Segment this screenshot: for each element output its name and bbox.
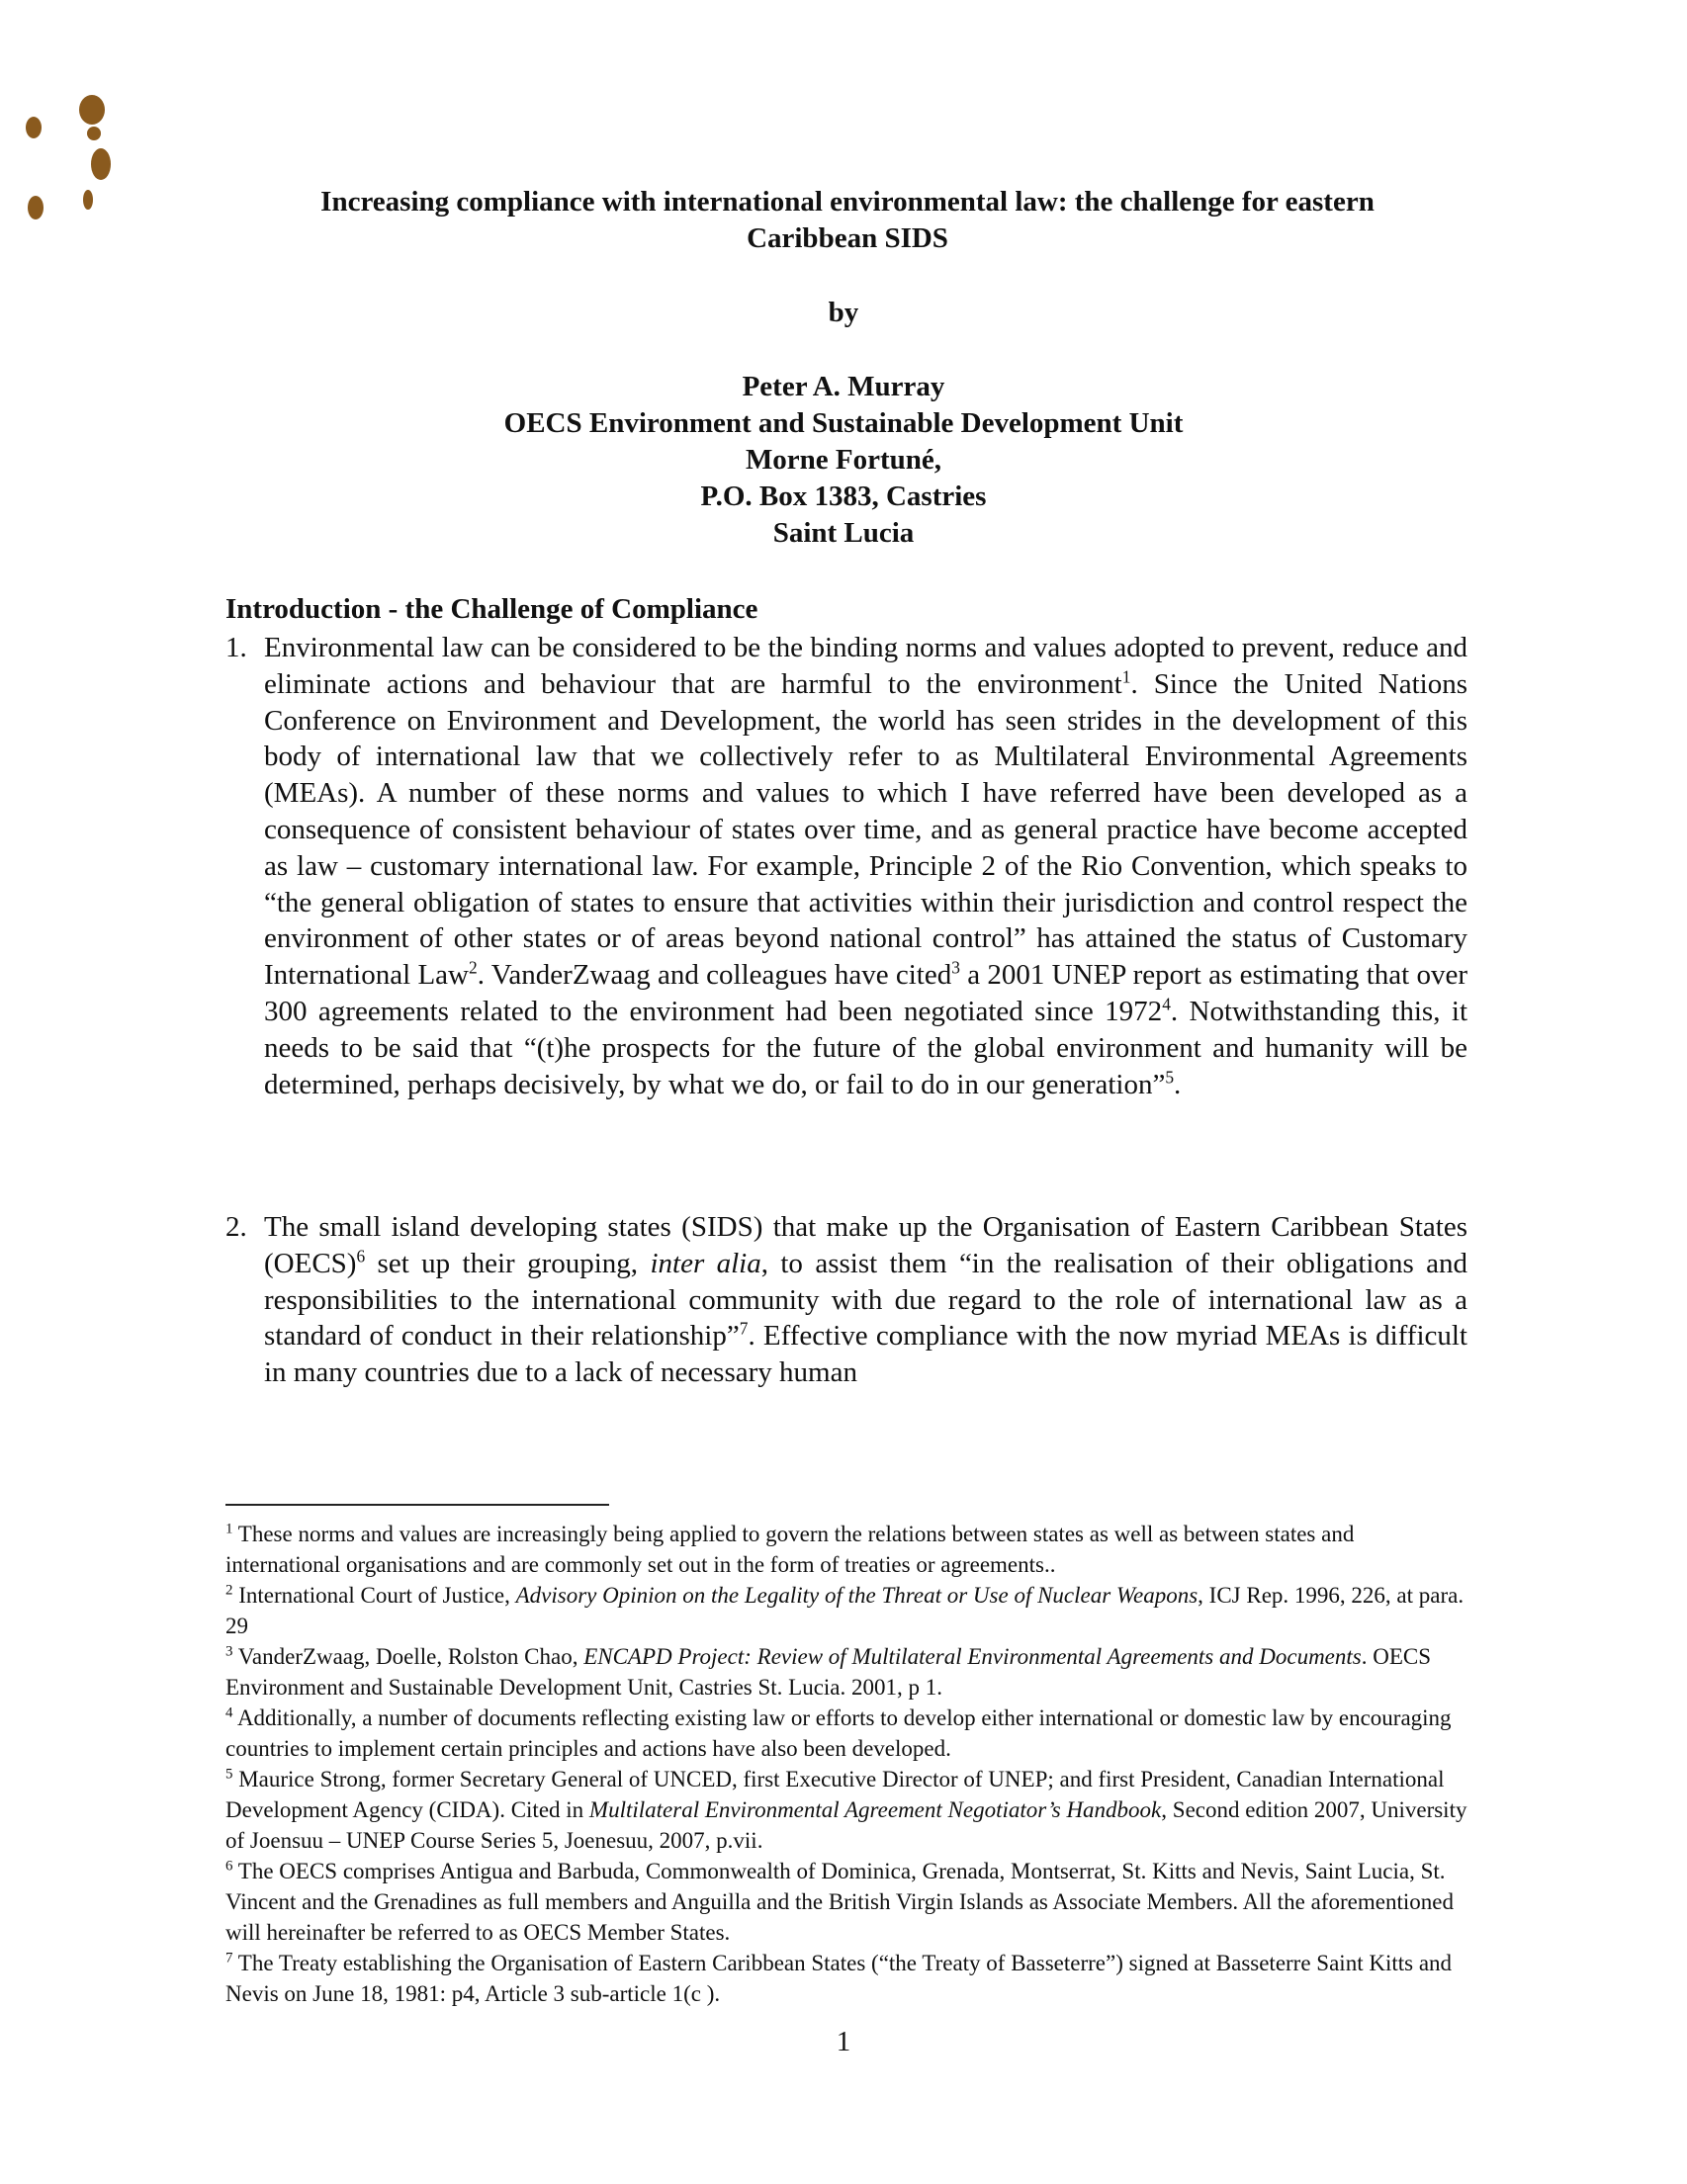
text-run: These norms and values are increasingly being applied to govern the relations between states as well as between states and international organisations and are commonly set out in the form of treaties or agreements.. — [225, 1522, 1355, 1577]
footnote — [225, 1641, 1467, 1703]
text-run: . Since the United Nations Conference on Environment and Development, the world has seen strides in the development of this body of international law that we collectively refer to as Multilateral Environmental Agreements (MEAs). A number of these norms and values to which I have referred have been developed as a consequence of consistent behaviour of states over time, and as general practice have become accepted as law – customary international law. For example, Principle 2 of the Rio Convention, which speaks to “the general obligation of states to ensure that activities within their jurisdiction and control respect the environment of other states or of areas beyond national control” has attained the status of Customary International Law — [264, 667, 1467, 992]
footnote-reference: 5 — [1165, 1066, 1175, 1087]
footnote-text — [225, 1767, 1466, 1853]
paragraph-1 — [225, 630, 1467, 1102]
footnote — [225, 1948, 1467, 2009]
ink-stain — [26, 117, 42, 138]
affiliation-line: OECS Environment and Sustainable Development Unit — [503, 407, 1184, 439]
author-name: Peter A. Murray — [742, 371, 945, 402]
footnote-reference: 6 — [356, 1246, 366, 1267]
footnote-reference: 7 — [739, 1318, 749, 1339]
footnote-text — [225, 1522, 1354, 1577]
italic-text: inter alia — [650, 1247, 761, 1279]
footnote-reference: 4 — [1162, 994, 1171, 1014]
footnote-number: 2 — [225, 1582, 233, 1599]
text-run: a 2001 UNEP report as estimating that over 300 agreements related to the environment had been negotiated since 1972 — [264, 959, 1468, 1027]
footnote-text — [225, 1705, 1452, 1761]
footnotes — [225, 1519, 1467, 2009]
footnote — [225, 1856, 1467, 1948]
footnote-number: 5 — [225, 1766, 233, 1783]
footnote-number: 1 — [225, 1521, 233, 1537]
text-run: Environmental law can be considered to be the binding norms and values adopted to prevent, reduce and eliminate actions and behaviour that are harmful to the environment — [264, 632, 1467, 700]
text-run: Maurice Strong, former Secretary General of UNCED, first Executive Director of UNEP; and first President, Canadian International Development Agency (CIDA). Cited in — [225, 1767, 1445, 1822]
text-run: , ICJ Rep. 1996, 226, at para. 29 — [225, 1583, 1465, 1638]
footnote-reference: 3 — [951, 957, 960, 978]
title-line-2: Caribbean SIDS — [747, 222, 948, 254]
ink-stain — [87, 127, 101, 140]
text-run: . Notwithstanding this, it needs to be said that “(t)he prospects for the future of the global environment and humanity will be determined, perhaps decisively, by what we do, or fail to do in our generation” — [264, 995, 1467, 1100]
text-run: . OECS Environment and Sustainable Development Unit, Castries St. Lucia. 2001, p 1. — [225, 1644, 1432, 1700]
text-run: International Court of Justice, — [232, 1583, 516, 1608]
affiliation-line: Morne Fortuné, — [745, 444, 942, 476]
footnote-reference: 2 — [468, 957, 478, 978]
text-run: , Second edition 2007, University of Joensuu – UNEP Course Series 5, Joenesuu, 2007, p.vii. — [225, 1797, 1467, 1853]
text-run: . — [1174, 1068, 1182, 1100]
text-run: set up their grouping, — [365, 1247, 651, 1279]
author-block — [0, 369, 1687, 552]
footnote-text — [225, 1859, 1454, 1945]
footnote-separator — [225, 1504, 609, 1506]
page-number: 1 — [836, 2026, 851, 2057]
paragraph-number: 2. — [225, 1211, 247, 1243]
italic-text: Advisory Opinion on the Legality of the Threat or Use of Nuclear Weapons — [515, 1583, 1199, 1608]
footnote-text — [225, 1583, 1464, 1638]
affiliation-line: Saint Lucia — [772, 517, 915, 549]
footnote — [225, 1764, 1467, 1856]
by-line: by — [828, 297, 859, 328]
affiliation-line: P.O. Box 1383, Castries — [700, 480, 987, 512]
text-run: The OECS comprises Antigua and Barbuda, Commonwealth of Dominica, Grenada, Montserrat, St. Kitts and Nevis, Saint Lucia, St. Vincent and the Grenadines as full members and Anguilla and the British Virgin Islands as Associate Members. All the aforementioned will hereinafter be referred to as OECS Member States. — [225, 1859, 1454, 1945]
paragraph-number: 1. — [225, 632, 247, 663]
footnote-number: 6 — [225, 1858, 233, 1875]
paragraph-text — [264, 1209, 1467, 1391]
italic-text: Multilateral Environmental Agreement Negotiator’s Handbook — [588, 1797, 1162, 1822]
ink-stain — [91, 148, 111, 180]
footnote — [225, 1580, 1467, 1641]
footnote-reference: 1 — [1121, 666, 1131, 687]
text-run: The Treaty establishing the Organisation of Eastern Caribbean States (“the Treaty of Basseterre”) signed at Basseterre Saint Kitts and Nevis on June 18, 1981: p4, Article 3 sub-article 1(c ). — [225, 1951, 1453, 2006]
section-heading: Introduction - the Challenge of Compliance — [225, 593, 758, 625]
document-title — [0, 184, 1687, 257]
footnote-number: 4 — [225, 1704, 233, 1721]
text-run: , to assist them “in the realisation of their obligations and responsibilities to the international community with due regard to the role of international law as a standard of conduct in their relationship” — [264, 1247, 1467, 1353]
text-run: VanderZwaag, Doelle, Rolston Chao, — [232, 1644, 584, 1669]
ink-stain — [79, 95, 105, 125]
title-line-1: Increasing compliance with international environmental law: the challenge for eastern — [320, 186, 1375, 218]
footnote-text — [225, 1644, 1431, 1700]
paragraph-text — [264, 630, 1467, 1102]
footnote-number: 3 — [225, 1643, 233, 1660]
text-run: Additionally, a number of documents reflecting existing law or efforts to develop either international or domestic law by encouraging countries to implement certain principles and actions have also been developed. — [225, 1705, 1452, 1761]
text-run: The small island developing states (SIDS) that make up the Organisation of Eastern Caribbean States (OECS) — [264, 1211, 1467, 1279]
footnote-text — [225, 1951, 1452, 2006]
text-run: . VanderZwaag and colleagues have cited — [477, 959, 952, 992]
footnote-number: 7 — [225, 1950, 233, 1966]
italic-text: ENCAPD Project: Review of Multilateral Environmental Agreements and Documents — [583, 1644, 1362, 1669]
footnote — [225, 1519, 1467, 1580]
footnote — [225, 1703, 1467, 1764]
paragraph-2 — [225, 1209, 1467, 1391]
text-run: . Effective compliance with the now myriad MEAs is difficult in many countries due to a lack of necessary human — [264, 1320, 1467, 1389]
